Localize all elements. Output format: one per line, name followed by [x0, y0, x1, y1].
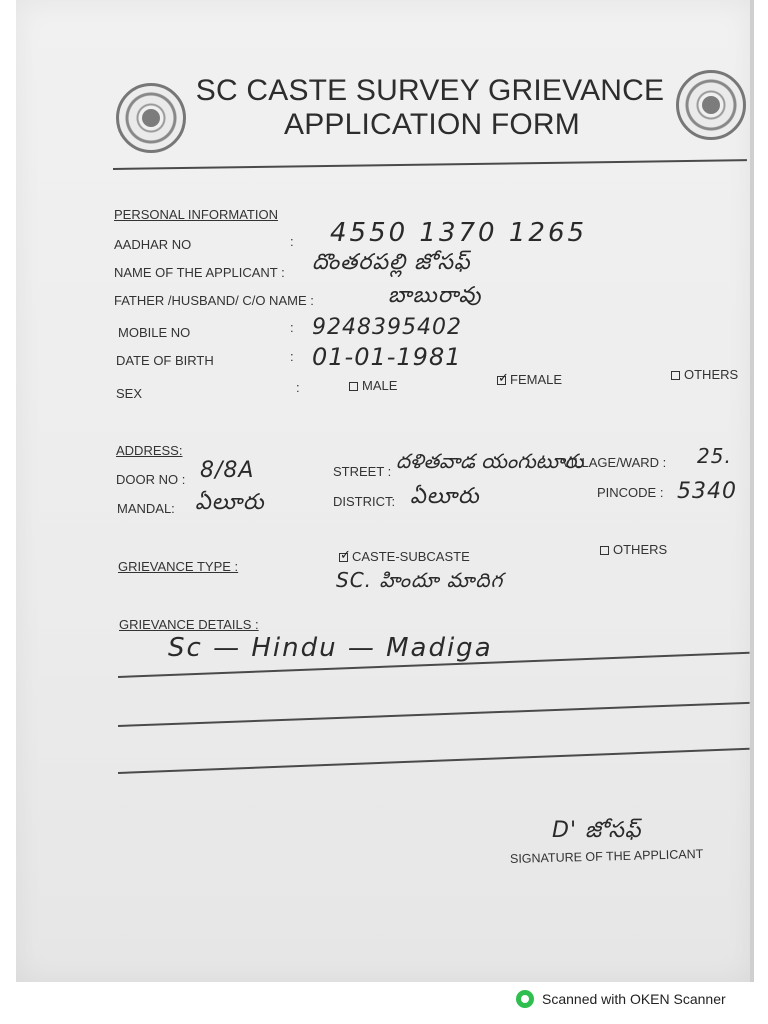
sex-colon: : [296, 380, 300, 395]
applicant-signature: D' జోసఫ్ [552, 818, 642, 843]
grievance-details-value: Sc — Hindu — Madiga [168, 633, 493, 663]
grievance-others-checkbox[interactable] [600, 546, 609, 555]
dob-colon: : [290, 349, 294, 364]
scanner-watermark: Scanned with OKEN Scanner [516, 990, 726, 1008]
pincode-value: 5340 [677, 479, 737, 504]
applicant-name-label: NAME OF THE APPLICANT : [114, 265, 285, 280]
door-no-label: DOOR NO : [116, 472, 186, 487]
aadhar-colon: : [290, 234, 294, 249]
caste-subcaste-checkbox[interactable] [339, 553, 348, 562]
dob-label: DATE OF BIRTH [116, 353, 214, 368]
grievance-details-heading: GRIEVANCE DETAILS : [119, 617, 259, 632]
female-checkbox[interactable] [497, 376, 506, 385]
form-title-line1: SC CASTE SURVEY GRIEVANCE [195, 74, 665, 107]
left-emblem-seal [116, 83, 186, 153]
aadhar-value: 4550 1370 1265 [330, 218, 588, 248]
male-checkbox[interactable] [349, 382, 358, 391]
sex-option-others[interactable]: OTHERS [671, 367, 738, 382]
mobile-label: MOBILE NO [118, 325, 191, 340]
street-label: STREET : [333, 464, 392, 479]
grievance-option-caste[interactable]: ✓CASTE-SUBCASTE [339, 549, 470, 564]
pincode-label: PINCODE : [597, 485, 664, 500]
right-emblem-seal [676, 70, 746, 140]
form-title-line2: APPLICATION FORM [283, 108, 580, 141]
oken-scanner-logo-icon [516, 990, 534, 1008]
aadhar-label: AADHAR NO [114, 237, 192, 252]
address-heading: ADDRESS: [116, 443, 183, 458]
mandal-label: MANDAL: [117, 501, 175, 516]
mandal-value: ఏలూరు [195, 490, 265, 515]
dob-value: 01-01-1981 [312, 343, 462, 371]
others-checkbox[interactable] [671, 371, 680, 380]
grievance-type-heading: GRIEVANCE TYPE : [118, 559, 239, 574]
father-name-label: FATHER /HUSBAND/ C/O NAME : [114, 293, 314, 308]
sex-option-female[interactable]: ✓ FEMALE [497, 372, 562, 387]
sex-option-male[interactable]: MALE [349, 378, 397, 393]
grievance-type-value: SC. హిందూ మాదిగ [336, 568, 504, 592]
village-ward-value: 25. [697, 444, 732, 468]
signature-label: SIGNATURE OF THE APPLICANT [509, 846, 704, 866]
district-value: ఏలూరు [410, 484, 480, 509]
father-name-value: బాబురావు [388, 283, 482, 308]
sex-label: SEX [116, 386, 143, 401]
personal-info-heading: PERSONAL INFORMATION [114, 207, 278, 222]
door-no-value: 8/8A [200, 458, 255, 483]
applicant-name-value: దొంతరపల్లి జోసఫ్ [312, 250, 471, 275]
village-ward-label: VILLAGE/WARD : [562, 455, 667, 470]
street-value: దళితవాడ యంగుటూరు [396, 449, 584, 473]
mobile-value: 9248395402 [312, 315, 462, 340]
district-label: DISTRICT: [333, 494, 396, 509]
mobile-colon: : [290, 320, 294, 335]
sheet-edge [750, 0, 754, 982]
grievance-option-others[interactable]: OTHERS [600, 542, 667, 557]
